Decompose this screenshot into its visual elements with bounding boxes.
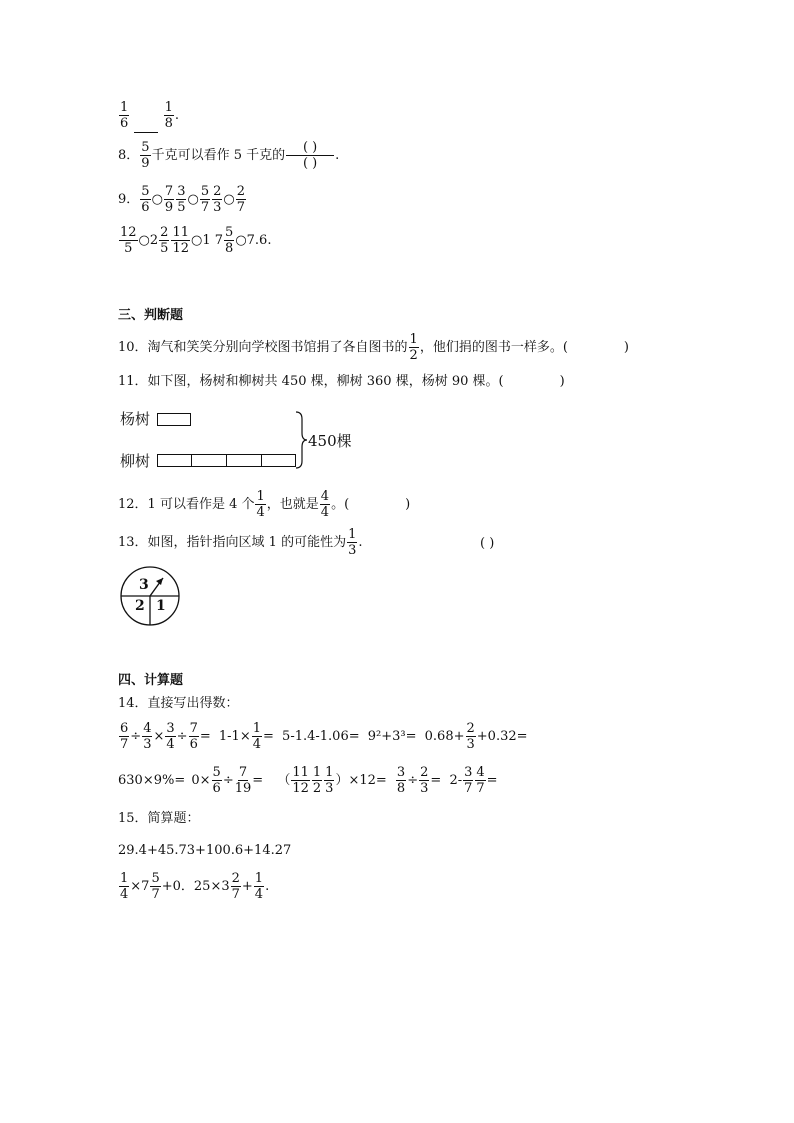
compare-circle[interactable]: ○ [223, 192, 235, 207]
fraction: $\frac{1}{8}$ [164, 100, 173, 131]
expr: 9²+3³= [367, 729, 417, 744]
section-title: 四、计算题 [118, 673, 184, 688]
expr: 1-1× $\frac{1}{4}$ = [218, 721, 274, 752]
expr: （ $\frac{11}{12}$ $\frac{1}{2}$ $\frac{1}{3}$ ）×12= [277, 765, 387, 796]
bar-liu-divider [191, 454, 192, 467]
fraction: $\frac{5}{9}$ [141, 140, 150, 171]
question-8: 8． $\frac{5}{9}$ 千克可以看作 5 千克的 $\frac{( )}{( )}$ . [118, 140, 340, 171]
spinner-region-2: 2 [135, 598, 145, 614]
question-12: 12．1 可以看作是 4 个 $\frac{1}{4}$ ，也就是 $\frac{4}{4}$ 。( ) [118, 489, 411, 520]
label-yang: 杨树 [120, 410, 151, 428]
expr: $\frac{3}{8}$ ÷ $\frac{2}{3}$ = [396, 765, 442, 796]
q7-line: $\frac{1}{6}$ $\frac{1}{8}$ . [120, 100, 179, 131]
question-14-row2 [118, 766, 498, 795]
question-14-row1 [118, 722, 528, 751]
bar-yang [157, 413, 191, 426]
bar-liu-divider [261, 454, 262, 467]
compare-circle[interactable]: ○ [187, 192, 199, 207]
question-15-label: 15．简算题： [118, 811, 200, 826]
expr: 630×9%= [118, 773, 186, 788]
spinner-diagram [119, 565, 181, 627]
compare-circle[interactable]: ○ [151, 192, 163, 207]
bar-liu-divider [226, 454, 227, 467]
answer-paren[interactable]: ( ) [480, 536, 495, 551]
expr: 0× $\frac{5}{6}$ ÷ $\frac{7}{19}$ = [191, 765, 264, 796]
fraction: $\frac{1}{6}$ [120, 100, 129, 131]
total-label: 450棵 [308, 432, 352, 450]
expr: 2- $\frac{3}{7}$ $\frac{4}{7}$ = [449, 765, 498, 796]
question-14-label: 14．直接写出得数： [118, 696, 239, 711]
question-15-line2: $\frac{1}{4}$ ×7 $\frac{5}{7}$ +0．25×3 $\frac{2}{7}$ + $\frac{1}{4}$ . [120, 871, 270, 902]
spinner-region-3: 3 [139, 577, 149, 593]
section-title: 三、判断题 [118, 308, 184, 323]
question-10: 10．淘气和笑笑分别向学校图书馆捐了各自图书的 $\frac{1}{2}$ ，他们捐的图书一样多。( ) [118, 332, 629, 363]
expr: 0.68+ $\frac{2}{3}$ +0.32= [424, 721, 528, 752]
question-9-row1: 9． $\frac{5}{6}$ ○ $\frac{7}{9}$ $\frac{3}{5}$ ○ $\frac{5}{7}$ $\frac{2}{3}$ ○ $\frac{2}{7}$ [118, 184, 245, 215]
question-9-row2: $\frac{12}{5}$ ○2 $\frac{2}{5}$ $\frac{11}{12}$ ○1 7 $\frac{5}{8}$ ○7.6. [120, 225, 272, 256]
compare-circle[interactable]: ○1 7 [191, 233, 224, 248]
compare-circle[interactable]: ○2 [138, 233, 159, 248]
question-13: 13．如图，指针指向区域 1 的可能性为 $\frac{1}{3}$ . [118, 527, 363, 558]
label-liu: 柳树 [120, 452, 151, 470]
question-11: 11．如下图，杨树和柳树共 450 棵，柳树 360 棵，杨树 90 棵。( ) [118, 374, 565, 389]
answer-fraction-blank[interactable]: $\frac{( )}{( )}$ [286, 141, 334, 170]
answer-blank [134, 132, 158, 133]
expr: 5-1.4-1.06= [282, 729, 360, 744]
total-brace [294, 411, 308, 469]
expr: $\frac{6}{7}$ ÷ $\frac{4}{3}$ × $\frac{3}{4}$ ÷ $\frac{7}{6}$ = [120, 721, 211, 752]
compare-circle[interactable]: ○7.6 [235, 233, 268, 248]
spinner-region-1: 1 [156, 598, 166, 614]
question-15-line1: 29.4+45.73+100.6+14.27 [118, 843, 292, 858]
